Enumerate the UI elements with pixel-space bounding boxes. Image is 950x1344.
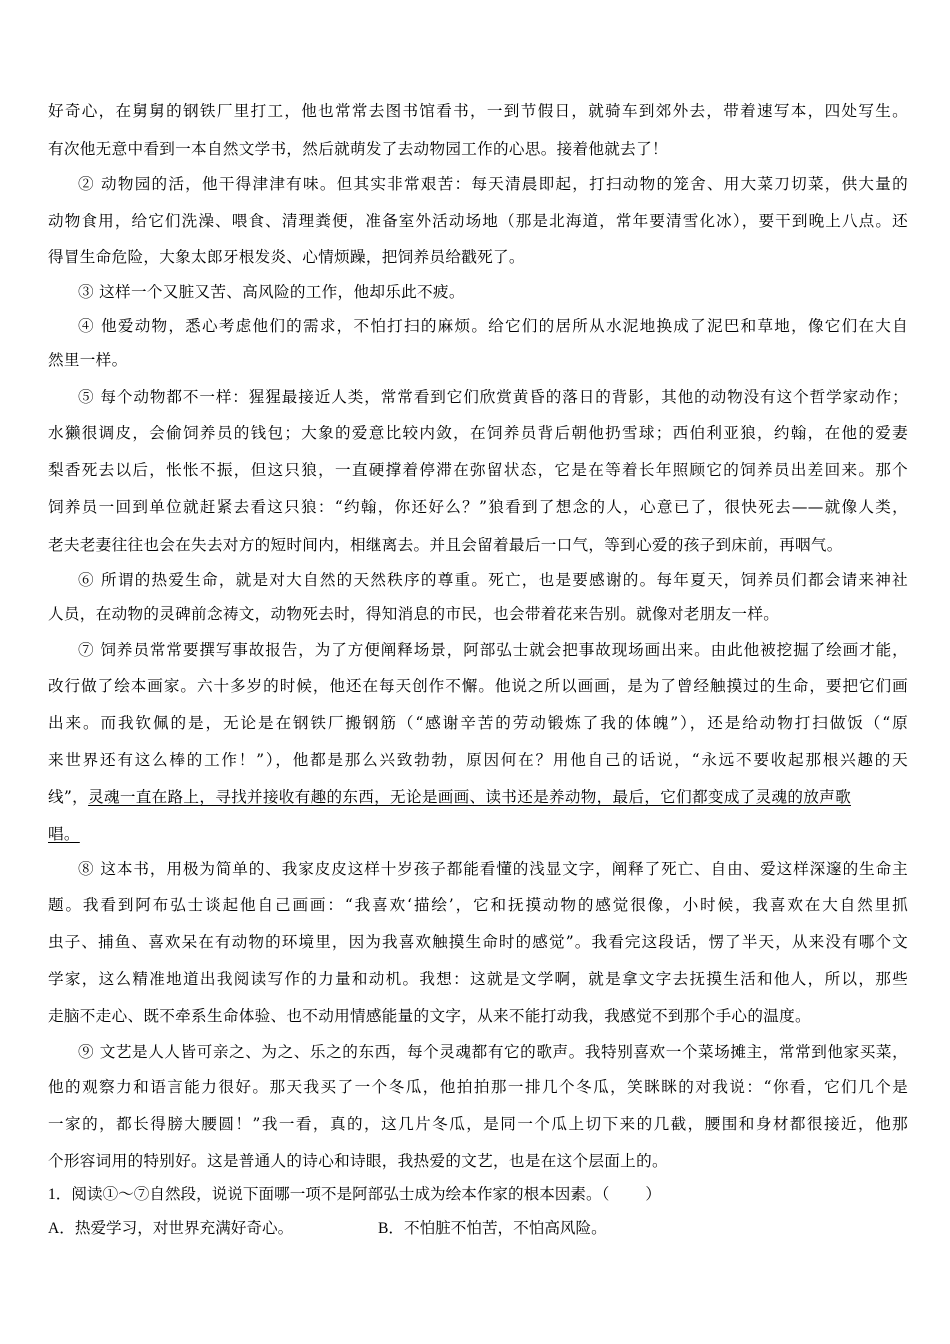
passage-line: 饲养员一回到单位就赶紧去看这只狼：“约翰，你还好么？”狼看到了想念的人，心意已了，很快死去——就像人类， [48,498,908,516]
passage-line: 一家的，都长得膀大腰圆！”我一看，真的，这几片冬瓜，是同一个瓜上切下来的几截，腰围和身材都很接近，他那 [48,1115,908,1133]
passage-line: 人员，在动物的灵碑前念祷文，动物死去时，得知消息的市民，也会带着花来告别。就像对老朋友一样。 [48,605,780,623]
passage-line: 好奇心，在舅舅的钢铁厂里打工，他也常常去图书馆看书，一到节假日，就骑车到郊外去，带着速写本，四处写生。 [48,102,908,120]
passage-line: 有次他无意中看到一本自然文学书，然后就萌发了去动物园工作的心思。接着他就去了！ [48,140,668,158]
option-a[interactable]: A．热爱学习，对世界充满好奇心。 [48,1220,294,1237]
passage-line: 老夫老妻往往也会在失去对方的短时间内，相继离去。并且会留着最后一口气，等到心爱的孩子到床前，再咽气。 [48,536,843,554]
paragraph-2-line: ② 动物园的活，他干得津津有味。但其实非常艰苦：每天清晨即起，打扫动物的笼舍、用大菜刀切菜，供大量的 [78,175,908,193]
paragraph-5-line: ⑤ 每个动物都不一样：猩猩最接近人类，常常看到它们欣赏黄昏的落日的背影，其他的动物没有这个哲学家动作； [78,388,908,406]
paragraph-4-line: ④ 他爱动物，悉心考虑他们的需求，不怕打扫的麻烦。给它们的居所从水泥地换成了泥巴和草地，像它们在大自 [78,317,908,335]
option-b[interactable]: B．不怕脏不怕苦，不怕高风险。 [378,1220,607,1237]
paragraph-7-line: ⑦ 饲养员常常要撰写事故报告，为了方便阐释场景，阿部弘士就会把事故现场画出来。由此他被挖掘了绘画才能， [78,641,908,659]
paragraph-3-line: ③ 这样一个又脏又苦、高风险的工作，他却乐此不疲。 [78,283,465,301]
paragraph-8-line: ⑧ 这本书，用极为简单的、我家皮皮这样十岁孩子都能看懂的浅显文字，阐释了死亡、自由、爱这样深邃的生命主 [78,860,908,878]
passage-line: 个形容词用的特别好。这是普通人的诗心和诗眼，我热爱的文艺，也是在这个层面上的。 [48,1152,668,1170]
passage-line: 然里一样。 [48,351,128,369]
passage-line: 来世界还有这么棒的工作！”），他都是那么兴致勃勃，原因何在？用他自己的话说，“永远不要收起那根兴趣的天 [48,751,908,769]
question-paren-close: ） [645,1186,661,1203]
passage-line [48,787,908,807]
paragraph-6-line: ⑥ 所谓的热爱生命，就是对大自然的天然秩序的尊重。死亡，也是要感谢的。每年夏天，饲养员们都会请来神社 [78,571,908,589]
underlined-sentence: 灵魂一直在路上，寻找并接收有趣的东西，无论是画画、读书还是养动物，最后，它们都变成了灵魂的放声歌 [88,788,851,806]
passage-line: 梨香死去以后，怅怅不振，但这只狼，一直硬撑着停滞在弥留状态，它是在等着长年照顾它的饲养员出差回来。那个 [48,461,908,479]
question-text: 1．阅读①～⑦自然段，说说下面哪一项不是阿部弘士成为绘本作家的根本因素。（ [48,1186,610,1203]
passage-line: 虫子、捕鱼、喜欢呆在有动物的环境里，因为我喜欢触摸生命时的感觉”。我看完这段话，愣了半天，从来没有哪个文 [48,933,908,951]
passage-line: 得冒生命危险，大象太郎牙根发炎、心情烦躁，把饲养员给戳死了。 [48,248,525,266]
question-stem [48,1185,661,1205]
passage-line: 学家，这么精准地道出我阅读写作的力量和动机。我想：这就是文学啊，就是拿文字去抚摸生活和他人，所以，那些 [48,970,908,988]
passage-line: 出来。而我钦佩的是，无论是在钢铁厂搬钢筋（“感谢辛苦的劳动锻炼了我的体魄”），还是给动物打扫做饭（“原 [48,714,908,732]
passage-line: 走脑不走心、既不牵系生命体验、也不动用情感能量的文字，从来不能打动我，我感觉不到那个手心的温度。 [48,1007,811,1025]
passage-line [48,824,908,844]
passage-line: 改行做了绘本画家。六十多岁的时候，他还在每天创作不懈。他说之所以画画，是为了曾经触摸过的生命，要把它们画 [48,677,908,695]
passage-line: 他的观察力和语言能力很好。那天我买了一个冬瓜，他拍拍那一排几个冬瓜，笑眯眯的对我说：“你看，它们几个是 [48,1078,908,1096]
underlined-sentence-end: 唱。 [48,825,80,843]
passage-line: 题。我看到阿布弘士谈起他自己画画：“我喜欢‘描绘’，它和抚摸动物的感觉很像，小时候，我喜欢在大自然里抓 [48,896,908,914]
passage-line: 动物食用，给它们洗澡、喂食、清理粪便，准备室外活动场地（那是北海道，常年要清雪化冰），要干到晚上八点。还 [48,212,908,230]
passage-line: 水獭很调皮，会偷饲养员的钱包；大象的爱意比较内敛，在饲养员背后朝他扔雪球；西伯利亚狼，约翰，在他的爱妻 [48,424,908,442]
passage-text: 线”， [48,788,89,806]
paragraph-9-line: ⑨ 文艺是人人皆可亲之、为之、乐之的东西，每个灵魂都有它的歌声。我特别喜欢一个菜场摊主，常常到他家买菜， [78,1043,908,1061]
